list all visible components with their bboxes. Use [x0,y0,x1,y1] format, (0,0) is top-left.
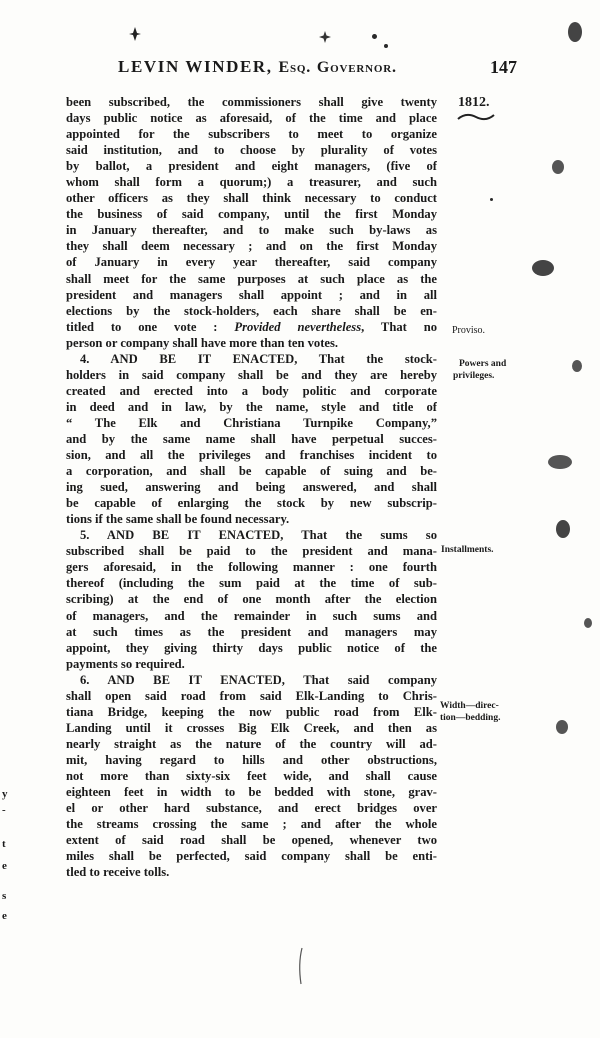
body-text-line: elections by the stock-holders, each share shall be en- [66,303,437,318]
body-text-line: gers aforesaid, in the following manner : one fourth [66,560,437,575]
body-text-line: a corporation, and shall be capable of suing and be- [66,464,437,479]
ink-speck [572,360,582,372]
ink-speck [556,720,568,734]
page-number: 147 [490,57,517,77]
ink-speck [584,618,592,628]
body-text-line: the business of said company, until the first Monday [66,207,437,222]
ink-stroke-icon [296,946,306,986]
statute-body-text [66,94,437,880]
facing-page-edge [0,700,14,930]
body-text-line: president and managers shall appoint ; and in all [66,287,437,302]
body-text-line: in January thereafter, and to make such by-laws as [66,223,437,238]
edge-letter: y [2,788,8,800]
proviso-phrase: Provided nevertheless [234,319,362,334]
header-governor-title: Governor. [316,59,397,76]
header-esq: Esq. [278,59,312,76]
margin-year: 1812. [458,95,490,110]
body-text-line: by ballot, a president and eight managers, (five of [66,159,437,174]
ink-speck [556,520,570,538]
body-text-line: tled to receive tolls. [66,865,170,880]
body-text-line: payments so required. [66,656,185,671]
body-text-line: tiana Bridge, keeping the now public road from Elk- [66,704,437,719]
body-text-line: subscribed shall be paid to the president and mana- [66,544,437,559]
body-text-line: of January in every year thereafter, said company [66,255,437,270]
body-text-line: be capable of enlarging the stock by new subscrip- [66,496,437,511]
body-text-line: 5. AND BE IT ENACTED, That the sums so [80,528,437,543]
body-text-line: days public notice as aforesaid, of the time and place [66,111,437,126]
body-text-line: titled to one vote : Provided nevertheless, That no [66,319,437,334]
body-text-line: shall open said road from said Elk-Landing to Chris- [66,688,437,703]
body-text-line: nearly straight as the nature of the country will ad- [66,736,437,751]
body-text-line: 4. AND BE IT ENACTED, That the stock- [80,351,437,366]
body-text-line: 6. AND BE IT ENACTED, That said company [80,672,437,687]
body-text-line: whom shall form a quorum;) a treasurer, and such [66,175,437,190]
body-text-line: in deed and in law, by the name, style and title of [66,399,437,414]
body-text-line: been subscribed, the commissioners shall give twenty [66,95,437,109]
body-text-line: eighteen feet in width to be bedded with stone, grav- [66,785,437,800]
body-text-line: and by the same name shall have perpetual succes- [66,431,437,446]
body-text-line: extent of said road shall be opened, whenever two [66,833,437,848]
margin-note-width [440,700,500,724]
body-text-line: holders in said company shall be and they are hereby [66,367,437,382]
ink-speck [548,455,572,469]
margin-note-width-line2: tion—bedding. [440,713,501,723]
body-text-line: sion, and all the privileges and franchises incident to [66,448,437,463]
body-text-line: of managers, and the remainder in such sums and [66,608,437,623]
body-text-line: at such times as the president and managers may [66,624,437,639]
edge-letter: s [2,890,7,902]
body-text-line: the streams crossing the same ; and after the whole [66,817,437,832]
body-text-line: appoint, they giving thirty days public notice of the [66,640,437,655]
margin-note-width-line1: Width—direc- [440,701,499,711]
edge-letter: e [2,910,7,922]
body-text-line: el or other hard substance, and erect bridges over [66,801,437,816]
edge-letter: e [2,860,7,872]
ink-speck [568,22,582,42]
body-text-line: tions if the same shall be found necessary. [66,512,290,527]
body-text-line: “ The Elk and Christiana Turnpike Company,” [66,415,437,430]
printer-ornament-icon [128,26,142,42]
margin-note-powers [453,358,506,382]
edge-letter: - [2,804,6,816]
body-text-line: person or company shall have more than ten votes. [66,335,339,350]
body-text-line: thereof (including the sum paid at the time of sub- [66,576,437,591]
year-brace-icon [456,111,496,123]
header-governor-name: LEVIN WINDER, [118,57,273,76]
body-text-line: Landing until it crosses Big Elk Creek, and then as [66,720,437,735]
margin-note-powers-line2: privileges. [453,371,495,381]
margin-note-proviso: Proviso. [452,325,486,336]
body-text-line: other officers as they shall think necessary to conduct [66,191,437,206]
ink-speck [372,34,377,39]
body-text-line: mit, having regard to hills and other obstructions, [66,752,437,767]
body-text-line: they shall deem necessary ; and on the first Monday [66,239,437,254]
ink-speck [552,160,564,174]
body-text-line: scribing) at the end of one month after the election [66,592,437,607]
body-text-line: not more than sixty-six feet wide, and shall cause [66,768,437,783]
edge-letter: t [2,838,6,850]
ink-speck [532,260,554,276]
body-text-line: appointed for the subscribers to meet to organize [66,127,437,142]
margin-note-installments: Installments. [441,545,494,555]
body-text-line: ing sued, answering and being answered, and shall [66,480,437,495]
ink-speck [490,198,493,201]
printer-ornament-icon [318,30,332,44]
margin-note-powers-line1: Powers and [459,359,507,369]
body-text-line: said institution, and to choose by plurality of votes [66,143,437,158]
body-text-line: created and erected into a body politic and corporate [66,383,437,398]
ink-speck [384,44,388,48]
body-text-line: miles shall be perfected, said company shall be enti- [66,849,437,864]
body-text-line: shall meet for the same purposes at such place as the [66,271,437,286]
running-header [118,57,458,77]
